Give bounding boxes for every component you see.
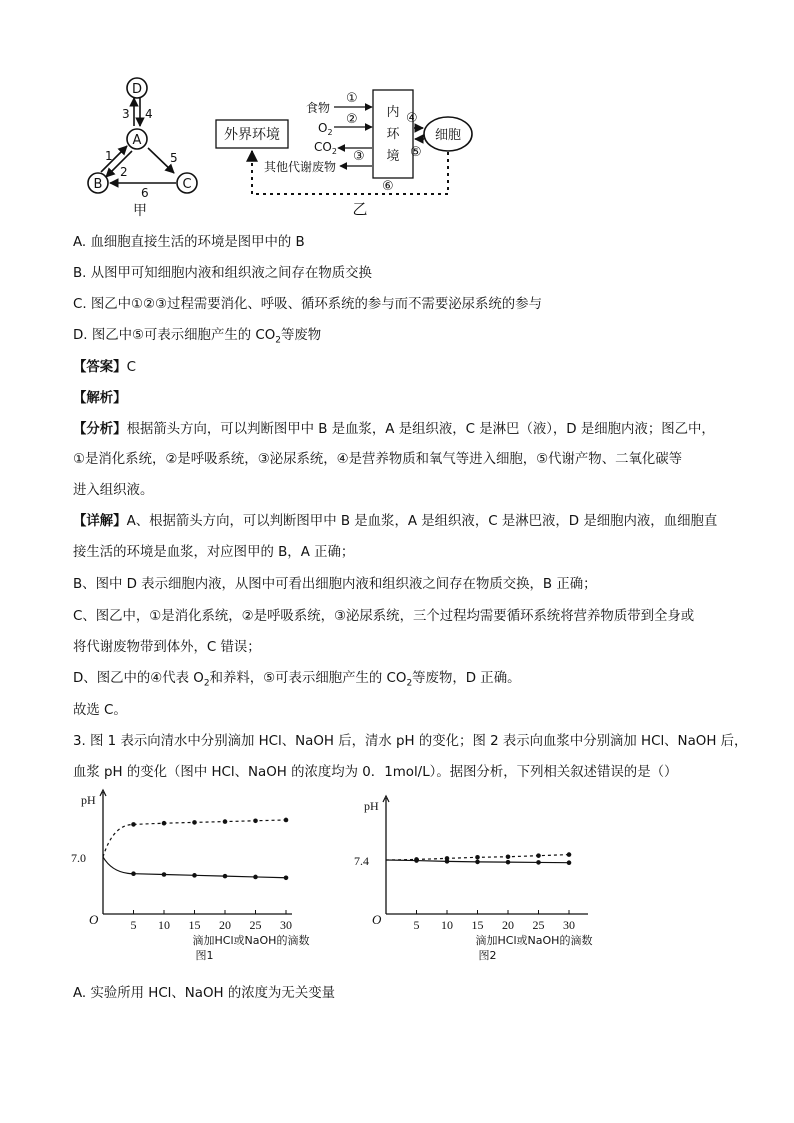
data-point-dashed: [284, 818, 289, 823]
origin-label: O: [89, 912, 99, 927]
data-point-solid: [536, 860, 541, 865]
chart-figure-1: [71, 792, 330, 974]
data-point-solid: [445, 859, 450, 864]
internal-environment-box: [373, 90, 413, 178]
circled-4: ④: [406, 111, 418, 126]
x-tick-label: 5: [413, 918, 420, 932]
edge-label-5: 5: [170, 151, 178, 165]
y-tick-label: 7.4: [354, 854, 369, 868]
x-tick-label: 10: [158, 918, 170, 932]
detail-line-4: C、图乙中，①是消化系统，②是呼吸系统，③泌尿系统，三个过程均需要循环系统将营养物质带到全身或: [73, 609, 695, 624]
svg-text:环: 环: [386, 127, 400, 142]
cell-node: [424, 117, 472, 151]
option-d: D. 图乙中⑤可表示细胞产生的 $CO_2$等废物: [73, 328, 322, 346]
x-tick-label: 30: [563, 918, 575, 932]
x-tick-label: 15: [188, 918, 201, 932]
data-point-solid: [506, 860, 511, 865]
detail-line-6: D、图乙中的④代表 $O_2$和养料，⑤可表示细胞产生的 $CO_2$等废物，D 正确。: [73, 671, 521, 689]
chart-title: 图1: [195, 949, 214, 962]
data-point-dashed: [536, 853, 541, 858]
y-tick-label: 7.0: [71, 851, 86, 865]
data-point-dashed: [475, 855, 480, 860]
edge-label-1: 1: [105, 149, 113, 163]
edge-label-4: 4: [145, 107, 153, 121]
svg-text:C: C: [182, 177, 192, 192]
svg-text:A: A: [132, 133, 142, 148]
svg-text:外界环境: 外界环境: [224, 127, 280, 143]
data-point-solid: [162, 872, 167, 877]
x-tick-label: 20: [219, 918, 231, 932]
x-axis-label: 滴加HCl或NaOH的滴数: [192, 934, 310, 947]
answer-line: 【答案】C: [73, 360, 136, 375]
option-c: C. 图乙中①②③过程需要消化、呼吸、循环系统的参与而不需要泌尿系统的参与: [73, 297, 542, 312]
data-point-dashed: [223, 819, 228, 824]
data-point-dashed: [162, 821, 167, 826]
diagram-yi: [210, 82, 480, 220]
diagram-jia: [80, 70, 210, 220]
data-point-solid: [192, 873, 197, 878]
x-tick-label: 25: [532, 918, 545, 932]
detail-line-2: 接生活的环境是血浆，对应图甲的 B，A 正确；: [73, 545, 355, 560]
caption-jia: 甲: [133, 203, 147, 219]
circled-5: ⑤: [410, 145, 422, 160]
chart-title: 图2: [478, 949, 497, 962]
option-b: B. 从图甲可知细胞内液和组织液之间存在物质交换: [73, 266, 372, 281]
svg-text:内: 内: [386, 105, 400, 120]
node-d: [127, 78, 147, 98]
chart-figure-2: [354, 796, 610, 974]
food-label: 食物: [306, 101, 331, 115]
data-point-dashed: [506, 854, 511, 859]
data-point-solid: [253, 875, 258, 880]
o2-label: $O_2$: [318, 121, 333, 137]
origin-label: O: [372, 912, 382, 927]
data-point-solid: [284, 875, 289, 880]
y-axis-label: pH: [364, 799, 379, 813]
data-point-dashed: [253, 818, 258, 823]
svg-text:B: B: [93, 177, 103, 192]
data-point-dashed: [192, 820, 197, 825]
data-point-solid: [223, 874, 228, 879]
caption-yi: 乙: [352, 200, 368, 218]
data-point-solid: [131, 871, 136, 876]
data-point-solid: [567, 860, 572, 865]
svg-text:境: 境: [386, 149, 400, 164]
detail-conclusion: 故选 C。: [73, 703, 127, 718]
data-point-dashed: [131, 822, 136, 827]
x-tick-label: 30: [280, 918, 292, 932]
node-a: [127, 129, 147, 149]
x-tick-label: 25: [249, 918, 262, 932]
analysis-line-3: 进入组织液。: [73, 483, 154, 498]
edge-label-2: 2: [120, 165, 128, 179]
circled-1: ①: [346, 91, 358, 106]
edge-label-3: 3: [122, 107, 130, 121]
circled-6: ⑥: [382, 179, 394, 194]
data-point-solid: [414, 858, 419, 863]
co2-label: $CO_2$: [314, 140, 337, 156]
detail-line-1: 【详解】A、根据箭头方向，可以判断图甲中 B 是血浆，A 是组织液，C 是淋巴液，D 是细胞内液，血细胞直: [73, 514, 718, 529]
detail-line-3: B、图中 D 表示细胞内液，从图中可看出细胞内液和组织液之间存在物质交换，B 正确；: [73, 577, 597, 592]
node-c: [177, 173, 197, 193]
svg-text:细胞: 细胞: [434, 128, 462, 143]
option-a: A. 血细胞直接生活的环境是图甲中的 B: [73, 235, 305, 250]
outer-environment-box: [216, 120, 288, 148]
x-tick-label: 10: [441, 918, 453, 932]
detail-line-5: 将代谢废物带到体外，C 错误；: [73, 640, 261, 655]
svg-text:D: D: [131, 82, 143, 97]
analysis-line-2: ①是消化系统，②是呼吸系统，③泌尿系统，④是营养物质和氧气等进入细胞，⑤代谢产物、二氧化碳等: [73, 452, 683, 467]
edge-label-6: 6: [141, 186, 149, 200]
node-b: [88, 173, 108, 193]
question3-line-2: 血浆 pH 的变化（图中 HCl、NaOH 的浓度均为 0．1mol/L）。据图分析，下列相关叙述错误的是（）: [73, 765, 678, 780]
circled-3: ③: [353, 149, 365, 164]
x-axis-label: 滴加HCl或NaOH的滴数: [475, 934, 593, 947]
circled-2: ②: [346, 112, 358, 127]
series-dashed-line: [103, 820, 286, 857]
x-tick-label: 5: [130, 918, 137, 932]
x-tick-label: 20: [502, 918, 514, 932]
waste-label: 其他代谢废物: [264, 160, 337, 174]
data-point-solid: [475, 860, 480, 865]
y-axis-label: pH: [81, 793, 96, 807]
analysis-line-1: 【分析】根据箭头方向，可以判断图甲中 B 是血浆，A 是组织液，C 是淋巴（液），D 是细胞内液；图乙中，: [73, 422, 715, 437]
x-tick-label: 15: [471, 918, 484, 932]
question3-option-a: A. 实验所用 HCl、NaOH 的浓度为无关变量: [73, 986, 335, 1001]
data-point-dashed: [567, 852, 572, 857]
question3-line-1: 3. 图 1 表示向清水中分别滴加 HCl、NaOH 后，清水 pH 的变化；图 2 表示向血浆中分别滴加 HCl、NaOH 后，: [73, 734, 748, 749]
analysis-heading: 【解析】: [73, 391, 127, 406]
